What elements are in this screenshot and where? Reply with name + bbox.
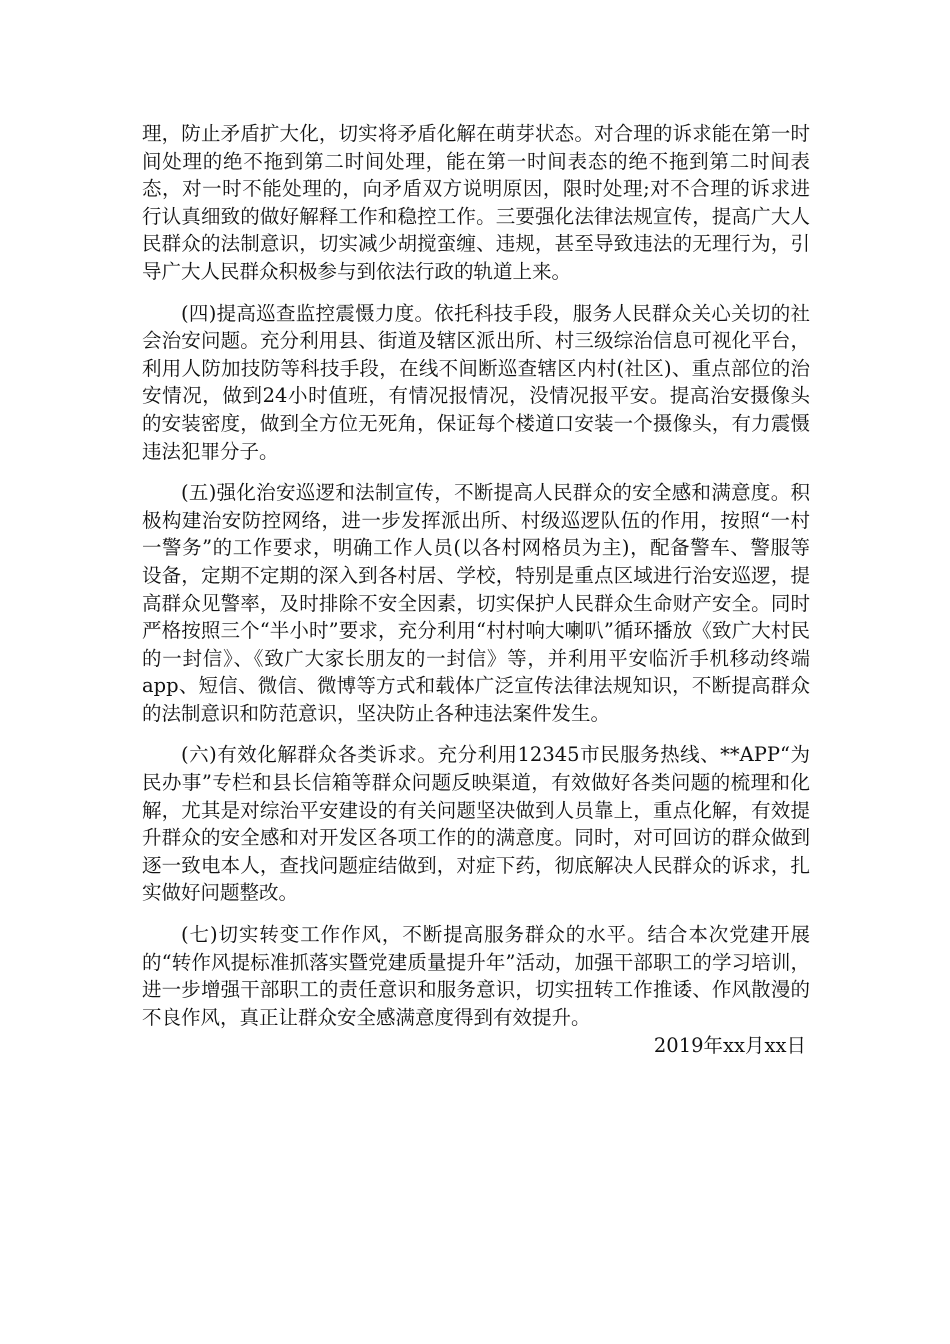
paragraph-section-5: (五)强化治安巡逻和法制宣传，不断提高人民群众的安全感和满意度。积极构建治安防控网络，进一步发挥派出所、村级巡逻队伍的作用，按照“一村一警务”的工作要求，明确工作人员(以各村网格员为主)，配备警车、警服等设备，定期不定期的深入到各村居、学校，特别是重点区域进行治安巡逻，提高群众见警率，及时排除不安全因素，切实保护人民群众生命财产安全。同时严格按照三个“半小时”要求，充分利用“村村响大喇叭”循环播放《致广大村民的一封信》、《致广大家长朋友的一封信》等，并利用平安临沂手机移动终端app、短信、微信、微博等方式和载体广泛宣传法律法规知识，不断提高群众的法制意识和防范意识，坚决防止各种违法案件发生。 [142,481,810,725]
paragraph-section-7: (七)切实转变工作作风，不断提高服务群众的水平。结合本次党建开展的“转作风提标准抓落实暨党建质量提升年”活动，加强干部职工的学习培训，进一步增强干部职工的责任意识和服务意识，切实扭转工作推诿、作风散漫的不良作风，真正让群众安全感满意度得到有效提升。 [142,923,810,1029]
paragraph-section-4: (四)提高巡查监控震慑力度。依托科技手段，服务人民群众关心关切的社会治安问题。充分利用县、街道及辖区派出所、村三级综治信息可视化平台，利用人防加技防等科技手段，在线不间断巡查辖区内村(社区)、重点部位的治安情况，做到24小时值班，有情况报情况，没情况报平安。提高治安摄像头的安装密度，做到全方位无死角，保证每个楼道口安装一个摄像头，有力震慑违法犯罪分子。 [142,301,810,463]
paragraph-section-6: (六)有效化解群众各类诉求。充分利用12345市民服务热线、**APP“为民办事”专栏和县长信箱等群众问题反映渠道，有效做好各类问题的梳理和化解，尤其是对综治平安建设的有关问题坚决做到人员靠上，重点化解，有效提升群众的安全感和对开发区各项工作的的满意度。同时，对可回访的群众做到逐一致电本人，查找问题症结做到，对症下药，彻底解决人民群众的诉求，扎实做好问题整改。 [142,743,810,905]
document-date: 2019年xx月xx日 [653,1034,806,1057]
document-body [142,120,810,1045]
paragraph-continuation: 理，防止矛盾扩大化，切实将矛盾化解在萌芽状态。对合理的诉求能在第一时间处理的绝不拖到第二时间处理，能在第一时间表态的绝不拖到第二时间表态，对一时不能处理的，向矛盾双方说明原因，限时处理;对不合理的诉求进行认真细致的做好解释工作和稳控工作。三要强化法律法规宣传，提高广大人民群众的法制意识，切实减少胡搅蛮缠、违规，甚至导致违法的无理行为，引导广大人民群众积极参与到依法行政的轨道上来。 [142,122,810,283]
